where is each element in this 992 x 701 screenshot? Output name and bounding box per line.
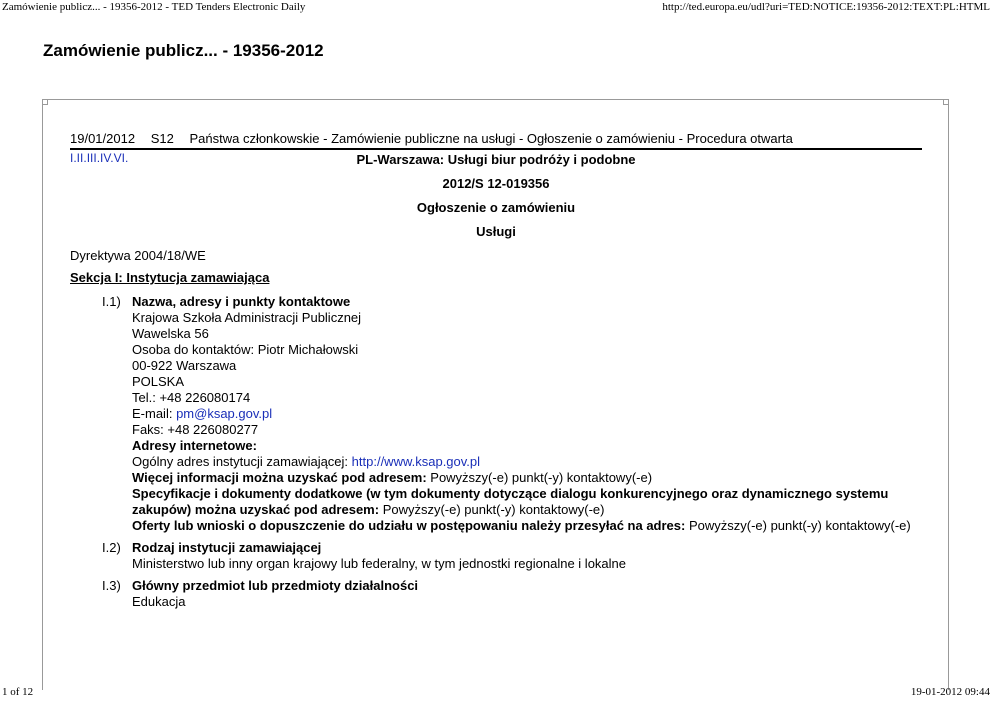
org-street: Wawelska 56 xyxy=(132,326,209,341)
item-i2-number: I.2) xyxy=(102,540,121,555)
print-footer xyxy=(0,685,992,701)
notice-number: 2012/S 12-019356 xyxy=(442,176,550,191)
notice-title-place: PL-Warszawa: Usługi biur podróży i podobne xyxy=(356,152,636,167)
item-i2-heading: Rodzaj instytucji zamawiającej xyxy=(132,540,322,555)
org-email-line xyxy=(132,406,922,422)
item-i3-number: I.3) xyxy=(102,578,121,593)
org-country: POLSKA xyxy=(132,374,185,389)
notice-content xyxy=(70,131,922,610)
notice-header-line xyxy=(70,131,922,150)
item-i1-number: I.1) xyxy=(102,294,121,309)
notice-series: S12 xyxy=(150,131,174,146)
email-label: E-mail: xyxy=(132,406,177,421)
section-link-i[interactable]: I. xyxy=(70,151,77,165)
section-link-iv[interactable]: IV. xyxy=(100,151,114,165)
org-fax: Faks: +48 226080277 xyxy=(132,422,259,437)
print-timestamp: 19-01-2012 09:44 xyxy=(910,686,990,698)
org-name: Krajowa Szkoła Administracji Publicznej xyxy=(132,310,362,325)
more-info-line xyxy=(132,470,922,486)
item-i2 xyxy=(70,540,922,572)
general-address-link[interactable]: http://www.ksap.gov.pl xyxy=(351,454,481,469)
offers-label: Oferty lub wnioski o dopuszczenie do udziału w postępowaniu należy przesyłać na adres: xyxy=(132,518,686,533)
print-header-title: Zamówienie publicz... - 19356-2012 - TED Tenders Electronic Daily xyxy=(2,1,306,13)
org-city: 00-922 Warszawa xyxy=(132,358,237,373)
section-link-ii[interactable]: II. xyxy=(76,151,87,165)
general-address-line xyxy=(132,454,922,470)
contact-person: Osoba do kontaktów: Piotr Michałowski xyxy=(132,342,359,357)
item-i3-heading: Główny przedmiot lub przedmioty działalności xyxy=(132,578,419,593)
item-i3 xyxy=(70,578,922,610)
more-info-value: Powyższy(-e) punkt(-y) kontaktowy(-e) xyxy=(426,470,653,485)
page-counter: 1 of 12 xyxy=(2,686,34,698)
item-i1 xyxy=(70,294,922,534)
section-link-vi[interactable]: VI. xyxy=(113,151,129,165)
notice-contract-type: Usługi xyxy=(476,224,516,239)
print-header xyxy=(0,0,992,16)
specs-line xyxy=(132,486,922,518)
item-i1-heading: Nazwa, adresy i punkty kontaktowe xyxy=(132,294,351,309)
directive: Dyrektywa 2004/18/WE xyxy=(70,248,206,263)
offers-line xyxy=(132,518,922,534)
email-link[interactable]: pm@ksap.gov.pl xyxy=(176,406,273,421)
section-1-title: Sekcja I: Instytucja zamawiająca xyxy=(70,270,270,285)
offers-value: Powyższy(-e) punkt(-y) kontaktowy(-e) xyxy=(685,518,911,533)
general-address-label: Ogólny adres instytucji zamawiającej: xyxy=(132,454,352,469)
internet-addresses-heading: Adresy internetowe: xyxy=(132,438,257,453)
more-info-label: Więcej informacji można uzyskać pod adresem: xyxy=(132,470,427,485)
notice-frame xyxy=(42,99,949,690)
specs-value: Powyższy(-e) punkt(-y) kontaktowy(-e) xyxy=(379,502,605,517)
page-title: Zamówienie publicz... - 19356-2012 xyxy=(43,41,324,60)
specs-label: Specyfikacje i dokumenty dodatkowe (w tym dokumenty dotyczące dialogu konkurencyjnego oraz dynamicznego systemu zakupów) można uzyskać pod adresem: xyxy=(132,486,889,517)
print-header-url: http://ted.europa.eu/udl?uri=TED:NOTICE:19356-2012:TEXT:PL:HTML xyxy=(662,1,990,13)
notice-date: 19/01/2012 xyxy=(70,131,136,146)
notice-type: Ogłoszenie o zamówieniu xyxy=(416,200,576,215)
item-i3-value: Edukacja xyxy=(132,594,186,609)
org-tel: Tel.: +48 226080174 xyxy=(132,390,251,405)
notice-description: Państwa członkowskie - Zamówienie publiczne na usługi - Ogłoszenie o zamówieniu - Procedura otwarta xyxy=(189,131,793,146)
section-link-iii[interactable]: III. xyxy=(86,151,101,165)
item-i2-value: Ministerstwo lub inny organ krajowy lub federalny, w tym jednostki regionalne i lokalne xyxy=(132,556,626,571)
